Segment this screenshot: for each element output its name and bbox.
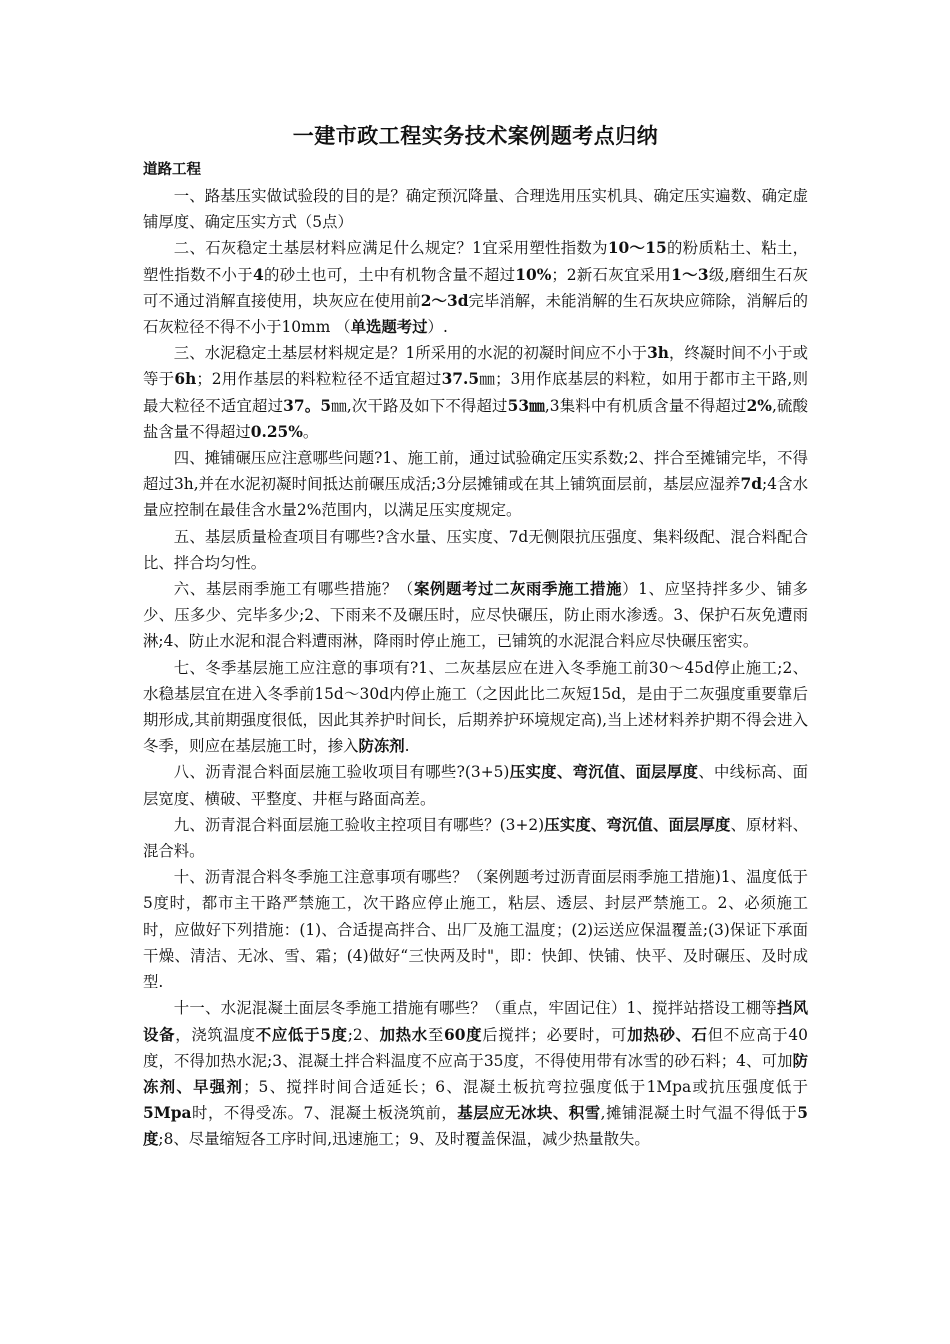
bold-text: 7d [740, 475, 763, 494]
paragraph [143, 995, 808, 1152]
text-run: ,摊铺混凝土时气温不得低于 [600, 1104, 798, 1123]
text-run: 七、冬季基层施工应注意的事项有?1、二灰基层应在进入冬季施工前30～45d停止施工;2、水稳基层宜在进入冬季前15d～30d内停止施工（之因此比二灰短15d，是由于二灰强度重要靠后期形成,其前期强度很低，因此其养护时间长，后期养护环境规定高),当上述材料养护期不得会进入冬季，则应在基层施工时，掺入 [143, 658, 808, 756]
text-run: 完毕消解，未能消解的生石灰块应筛除，消解后的石灰粒径不得不小于10mm （ [143, 291, 808, 337]
text-run: ，浇筑温度 [175, 1025, 256, 1044]
paragraph [143, 183, 808, 235]
text-run: 三、水泥稳定土基层材料规定是？1所采用的水泥的初凝时间应不小于 [173, 344, 648, 363]
bold-text: 2～3d [420, 291, 469, 310]
section-heading-road-engineering: 道路工程 [143, 161, 201, 178]
text-run: ；2新石灰宜采用 [551, 265, 672, 284]
text-run: . [404, 737, 410, 756]
bold-text: 60度 [444, 1025, 483, 1044]
bold-text: 3h [647, 344, 669, 363]
text-run: 八、沥青混合料面层施工验收项目有哪些?(3+5) [173, 763, 510, 782]
text-run: 四、摊铺碾压应注意哪些问题?1、施工前，通过试验确定压实系数;2、拌合至摊铺完毕，不得超过3h,并在水泥初凝时间抵达前碾压成活;3分层摊铺或在其上铺筑面层前，基层应湿养 [143, 449, 808, 494]
text-run: ;4含水量应控制在最佳含水量2%范围内，以满足压实度规定。 [143, 475, 808, 520]
paragraph [143, 864, 808, 995]
bold-text: 10% [515, 265, 552, 284]
bold-text: 压实度、弯沉值、面层厚度 [544, 815, 731, 834]
bold-text: 防冻剂、早强剂 [143, 1051, 808, 1096]
bold-text: 不应低于5度 [255, 1025, 348, 1044]
bold-text: 防冻剂 [358, 737, 405, 756]
text-run: 的砂土也可，土中有机物含量不超过 [263, 265, 516, 284]
paragraph [143, 445, 808, 524]
bold-text: 基层应无冰块、积雪 [457, 1104, 601, 1123]
text-run: 十、沥青混合料冬季施工注意事项有哪些？（案例题考过沥青面层雨季施工措施)1、温度低于5度时，都市主干路严禁施工，次干路应停止施工，粘层、透层、封层严禁施工。2、必须施工时，应做好下列措施：(1)、合适提高拌合、出厂及施工温度；(2)运送应保温覆盖;(3)保证下承面干燥、清洁、无冰、雪、霜；(4)做好“三快两及时"，即：快卸、快铺、快平、及时碾压、及时成型. [143, 868, 808, 992]
paragraph [143, 576, 808, 655]
text-run: 六、基层雨季施工有哪些措施？（ [173, 580, 414, 599]
text-run: ；5、搅拌时间合适延长；6、混凝土板抗弯拉强度低于1Mpa或抗压强度低于 [243, 1077, 808, 1096]
text-run: ;8、尽量缩短各工序时间,迅速施工；9、及时覆盖保温，减少热量散失。 [158, 1130, 650, 1149]
bold-text: 6h [174, 370, 197, 389]
bold-text: 4 [252, 265, 264, 284]
text-run: 九、沥青混合料面层施工验收主控项目有哪些？(3+2) [173, 815, 545, 834]
text-run: ；2用作基层的料粒粒径不适宜超过 [196, 370, 442, 389]
text-run: 的粉质粘土、粘土，塑性指数不小于 [143, 239, 808, 284]
text-run: ,硫酸盐含量不得超过 [143, 396, 808, 441]
text-run: 至 [427, 1025, 444, 1044]
bold-text: 5Mpa [143, 1104, 192, 1123]
text-run: 时，不得受冻。7、混凝土板浇筑前， [191, 1104, 458, 1123]
paragraph-list [143, 183, 808, 1153]
text-run: ）1、应坚持拌多少、铺多少、压多少、完毕多少;2、下雨来不及碾压时，应尽快碾压，防止雨水渗透。3、保护石灰免遭雨淋;4、防止水泥和混合料遭雨淋，降雨时停止施工，已铺筑的水泥混合料应尽快碾压密实。 [143, 580, 808, 651]
paragraph [143, 235, 808, 340]
bold-text: 加热砂、石 [627, 1025, 708, 1044]
text-run: ，终凝时间不小于或等于 [143, 344, 808, 389]
text-run: 十一、水泥混凝土面层冬季施工措施有哪些？（重点，牢固记住）1、搅拌站搭设工棚等 [173, 999, 777, 1018]
bold-text: 案例题考过二灰雨季施工措施 [413, 580, 623, 599]
bold-text: 挡风设备 [143, 999, 808, 1044]
document-page [143, 120, 808, 1153]
bold-text: 单选题考过 [350, 318, 428, 337]
bold-text: 5度 [143, 1104, 808, 1149]
text-run: 、原材料、混合料。 [143, 815, 808, 861]
text-run: 五、基层质量检查项目有哪些?含水量、压实度、7d无侧限抗压强度、集料级配、混合料配合比、拌合均匀性。 [143, 527, 808, 572]
paragraph [143, 655, 808, 760]
text-run: 级,磨细生石灰可不通过消解直接使用，块灰应在使用前 [143, 265, 808, 310]
text-run: ,3集料中有机质含量不得超过 [544, 396, 747, 415]
bold-text: 0.25% [250, 422, 303, 441]
paragraph [143, 524, 808, 576]
text-run: 后搅拌；必要时，可 [482, 1025, 628, 1044]
bold-text: 压实度、弯沉值、面层厚度 [509, 763, 699, 782]
text-run: ;2、 [347, 1025, 380, 1044]
paragraph [143, 340, 808, 445]
text-run: ）. [427, 318, 448, 337]
text-run: 一、路基压实做试验段的目的是？确定预沉降量、合理选用压实机具、确定压实遍数、确定虚铺厚度、确定压实方式（5点） [143, 187, 808, 232]
text-run: 。 [302, 422, 319, 441]
bold-text: 37.5 [441, 370, 480, 389]
text-run: ㎜；3用作底基层的料粒，如用于都市主干路,则最大粒径不适宜超过 [143, 370, 808, 415]
paragraph [143, 812, 808, 864]
text-run: 、中线标高、面层宽度、横破、平整度、井框与路面高差。 [143, 763, 808, 808]
document-title: 一建市政工程实务技术案例题考点归纳 [292, 123, 659, 148]
bold-text: 1～3 [671, 265, 709, 284]
text-run: 但不应高于40度，不得加热水泥;3、混凝土拌合料温度不应高于35度，不得使用带有冰雪的砂石料；4、可加 [143, 1025, 808, 1070]
text-run: ㎜,次干路及如下不得超过 [331, 396, 508, 415]
paragraph [143, 759, 808, 811]
bold-text: 10～15 [607, 239, 667, 258]
bold-text: 2% [746, 396, 772, 415]
bold-text: 37。5 [283, 396, 332, 415]
bold-text: 加热水 [379, 1025, 428, 1044]
text-run: 二、石灰稳定土基层材料应满足什么规定？1宜采用塑性指数为 [173, 239, 608, 258]
bold-text: 53㎜ [507, 396, 545, 415]
